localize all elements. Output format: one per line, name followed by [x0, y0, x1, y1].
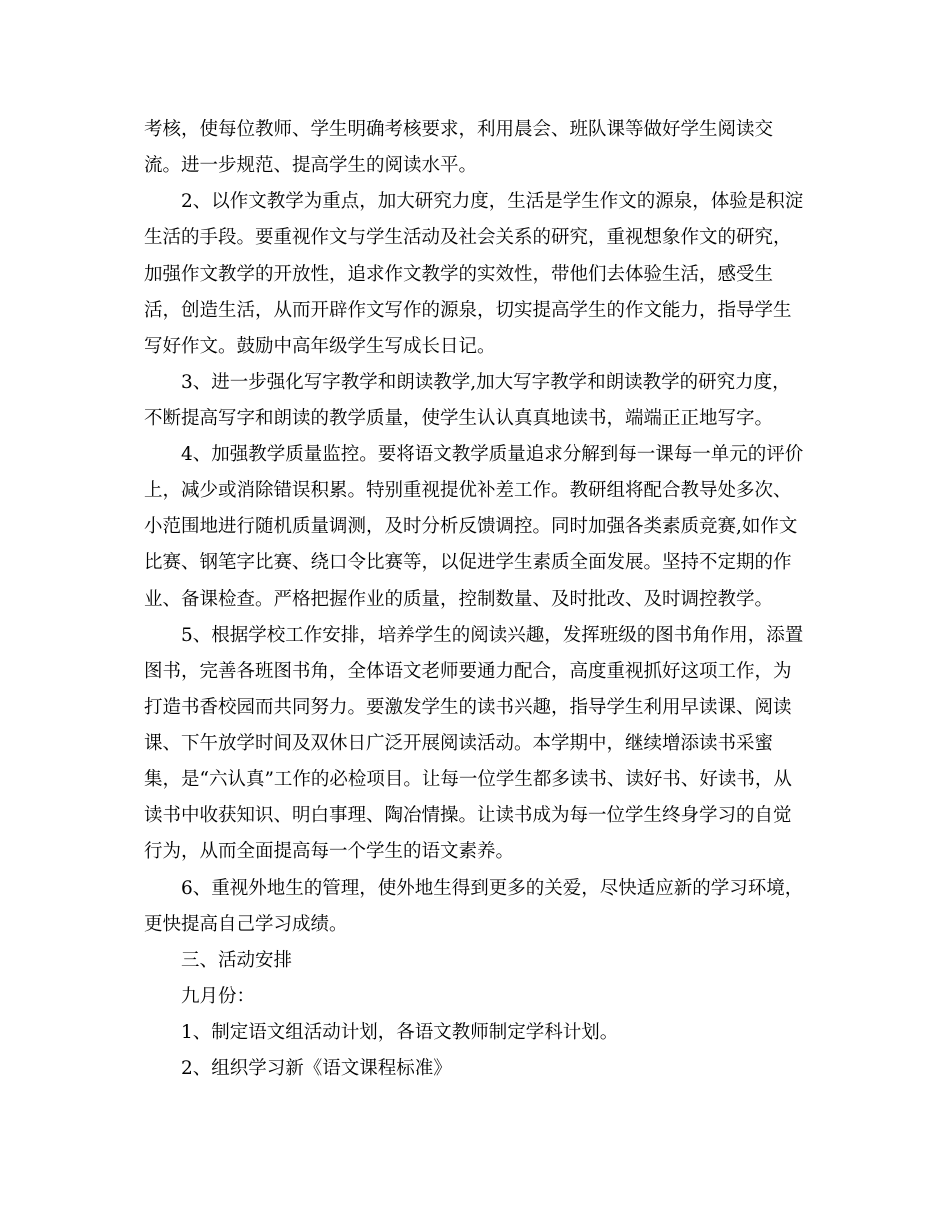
paragraph-line: 图书，完善各班图书角，全体语文老师要通力配合，高度重视抓好这项工作，为 — [144, 661, 792, 682]
paragraph-line: 3、进一步强化写字教学和朗读教学,加大写字教学和朗读教学的研究力度， — [181, 372, 791, 393]
paragraph-line: 写好作文。鼓励中高年级学生写成长日记。 — [144, 336, 496, 357]
paragraph-line: 2、以作文教学为重点，加大研究力度，生活是学生作文的源泉，体验是积淀 — [181, 191, 804, 212]
paragraph-line: 5、根据学校工作安排，培养学生的阅读兴趣，发挥班级的图书角作用，添置 — [181, 625, 804, 646]
paragraph-line: 不断提高写字和朗读的教学质量，使学生认认真真地读书，端端正正地写字。 — [144, 408, 774, 429]
paragraph-line: 课、下午放学时间及双休日广泛开展阅读活动。本学期中，继续增添读书采蜜 — [144, 733, 774, 754]
paragraph-line: 读书中收获知识、明白事理、陶冶情操。让读书成为每一位学生终身学习的自觉 — [144, 805, 792, 826]
paragraph-line: 4、加强教学质量监控。要将语文教学质量追求分解到每一课每一单元的评价 — [181, 444, 804, 465]
paragraph-line: 生活的手段。要重视作文与学生活动及社会关系的研究，重视想象作文的研究， — [144, 227, 792, 248]
section-heading: 三、活动安排 — [181, 950, 293, 971]
paragraph-line: 6、重视外地生的管理，使外地生得到更多的关爱，尽快适应新的学习环境， — [181, 878, 804, 899]
paragraph-line: 活，创造生活，从而开辟作文写作的源泉，切实提高学生的作文能力，指导学生 — [144, 300, 792, 321]
paragraph-line: 行为，从而全面提高每一个学生的语文素养。 — [144, 841, 515, 862]
paragraph-line: 比赛、钢笔字比赛、绕口令比赛等，以促进学生素质全面发展。坚持不定期的作 — [144, 552, 792, 573]
paragraph-line: 集，是“六认真”工作的必检项目。让每一位学生都多读书、读好书、好读书，从 — [144, 769, 792, 790]
paragraph-line: 更快提高自己学习成绩。 — [144, 914, 348, 935]
paragraph-line: 加强作文教学的开放性，追求作文教学的实效性，带他们去体验生活，感受生 — [144, 264, 774, 285]
paragraph-line: 小范围地进行随机质量调测，及时分析反馈调控。同时加强各类素质竞赛,如作文 — [144, 516, 798, 537]
paragraph-line: 业、备课检查。严格把握作业的质量，控制数量、及时批改、及时调控教学。 — [144, 589, 774, 610]
paragraph-line: 流。进一步规范、提高学生的阅读水平。 — [144, 155, 478, 176]
paragraph-line: 打造书香校园而共同努力。要激发学生的读书兴趣，指导学生利用早读课、阅读 — [144, 697, 792, 718]
list-item: 1、制定语文组活动计划，各语文教师制定学科计划。 — [181, 1022, 619, 1043]
paragraph-line: 考核，使每位教师、学生明确考核要求，利用晨会、班队课等做好学生阅读交 — [144, 119, 774, 140]
paragraph-line: 上，减少或消除错误积累。特别重视提优补差工作。教研组将配合教导处多次、 — [144, 480, 792, 501]
month-heading: 九月份： — [181, 986, 256, 1007]
list-item: 2、组织学习新《语文课程标准》 — [181, 1058, 452, 1079]
